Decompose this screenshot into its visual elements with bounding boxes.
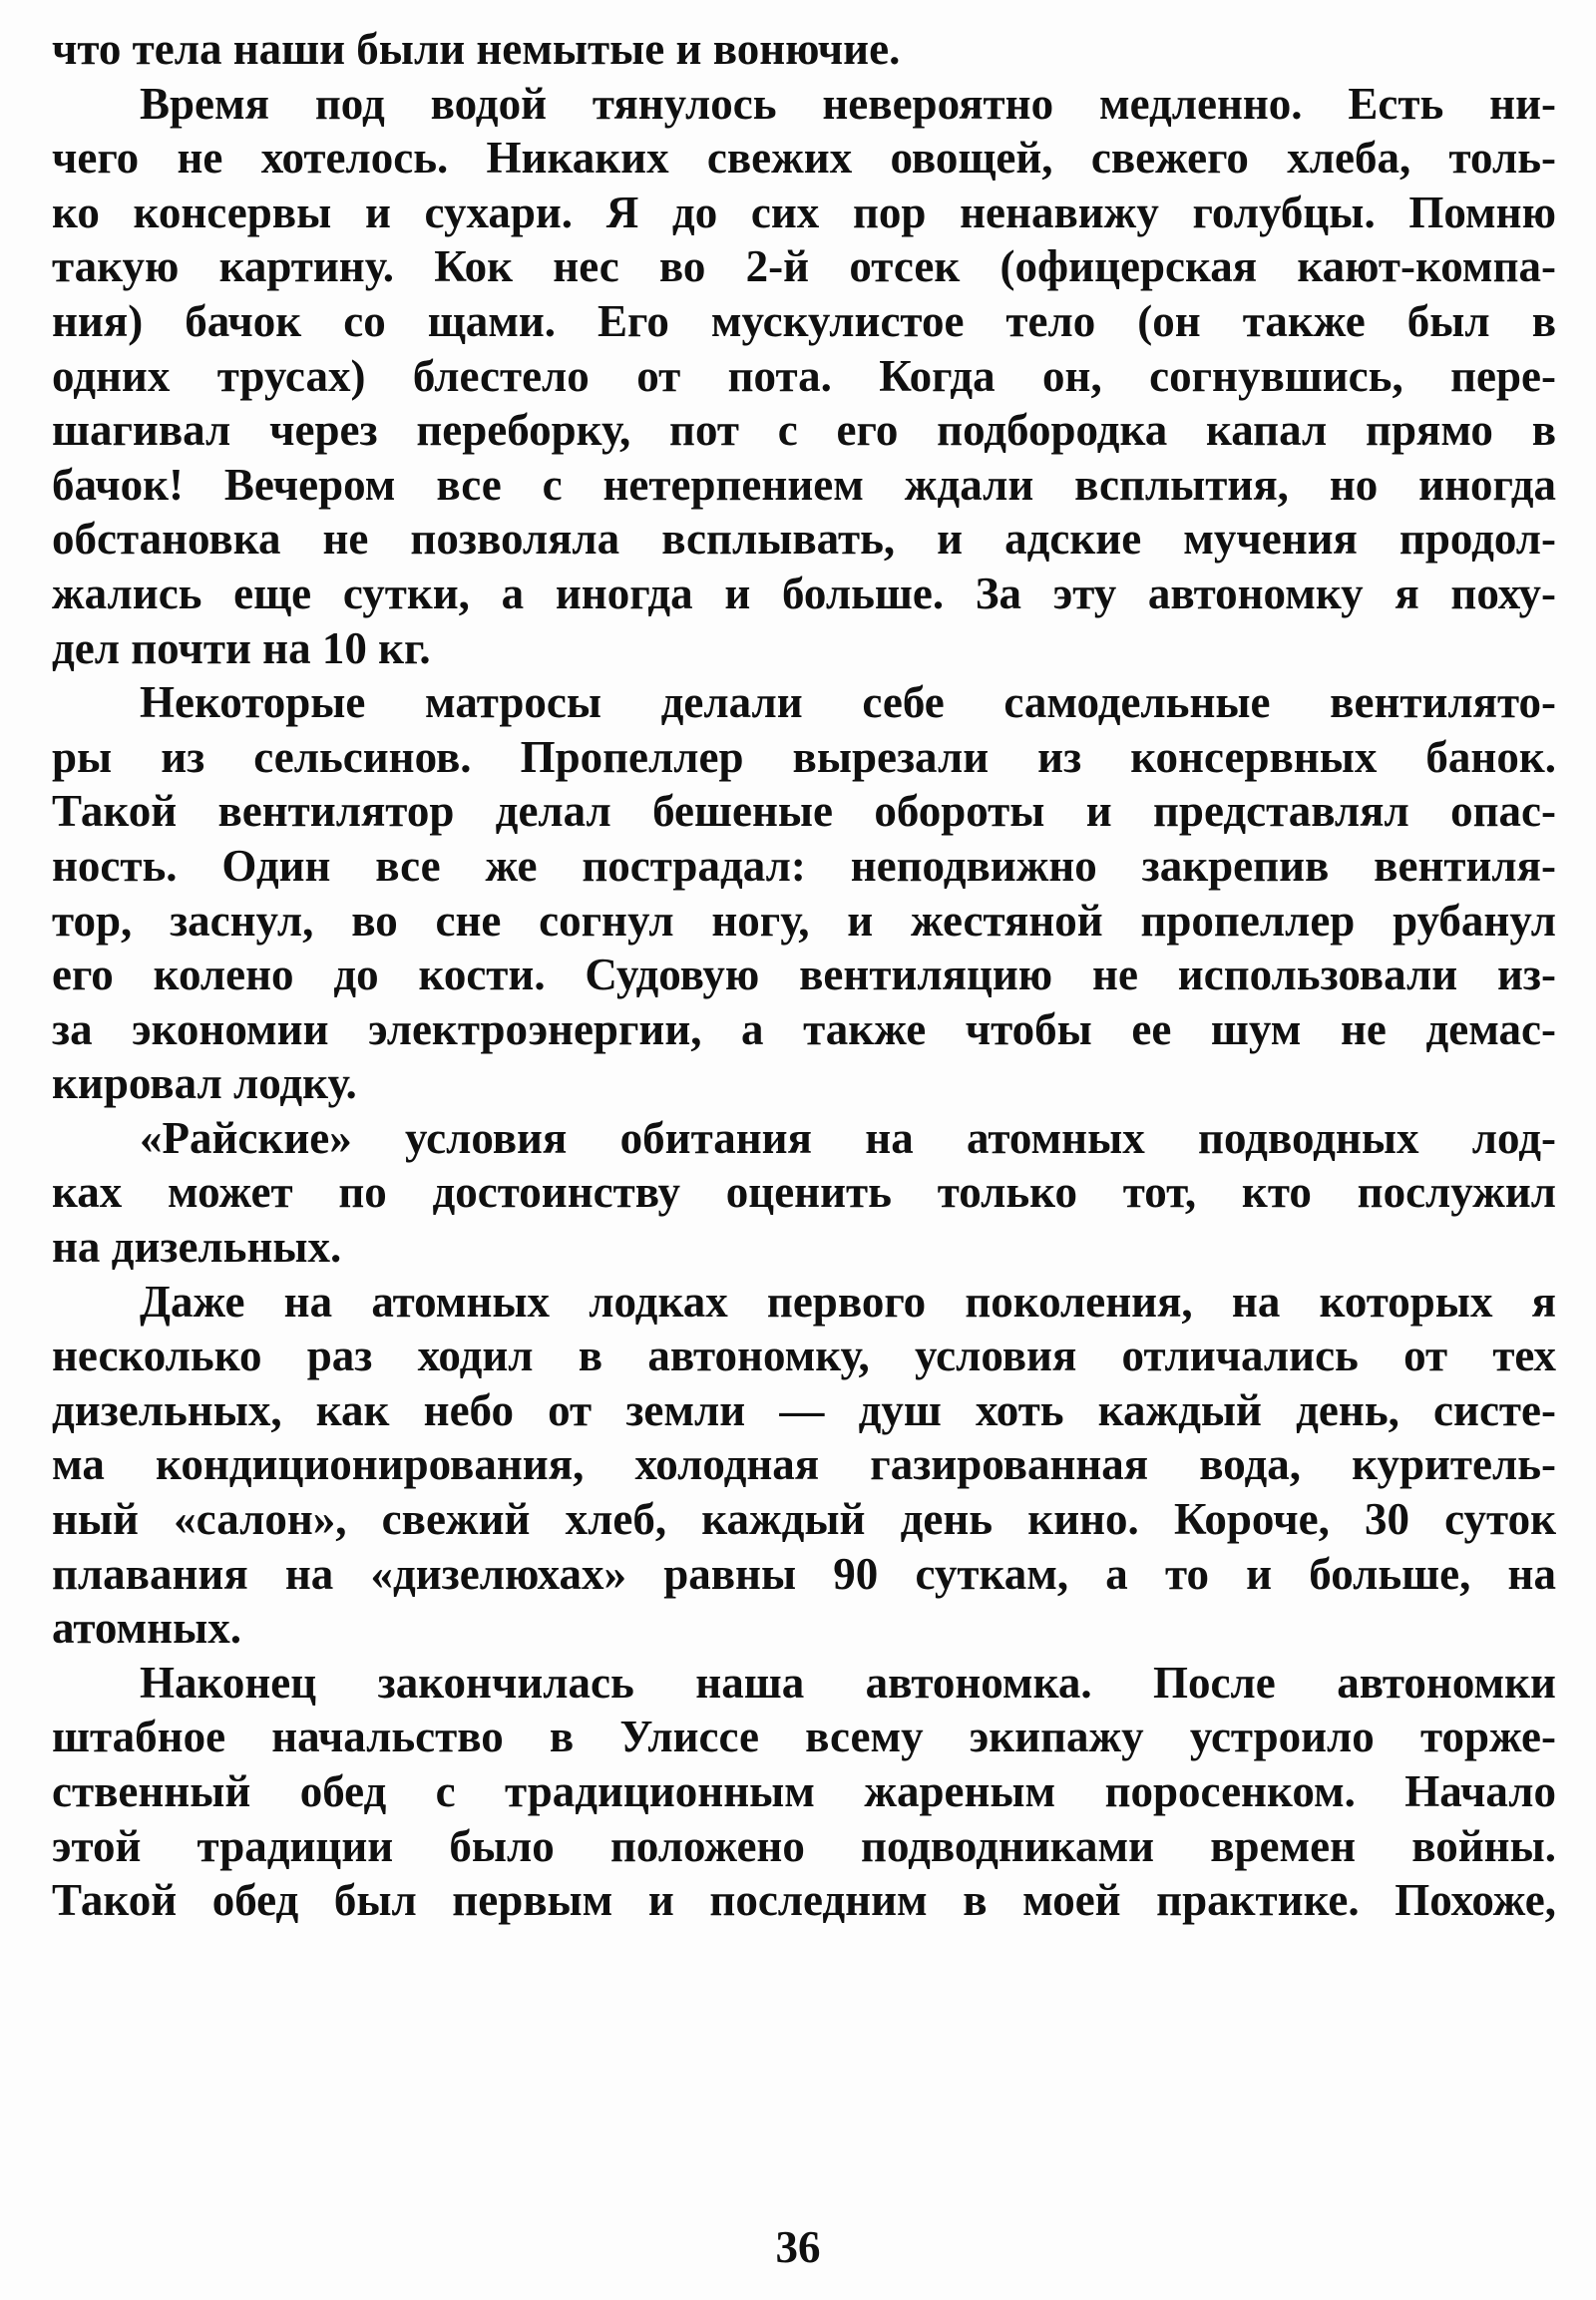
text-line: что тела наши были немытые и вонючие. <box>52 24 901 74</box>
text-line: дизельных, как небо от земли — душ хоть каждый день, систе- <box>52 1384 1556 1435</box>
text-line: ный «салон», свежий хлеб, каждый день кино. Короче, 30 суток <box>52 1494 1556 1545</box>
text-line: на дизельных. <box>52 1222 342 1273</box>
text-line: ма кондиционирования, холодная газированная вода, куритель- <box>52 1439 1556 1490</box>
text-line: жались еще сутки, а иногда и больше. За эту автономку я поху- <box>52 568 1556 618</box>
text-line: Такой обед был первым и последним в моей практике. Похоже, <box>52 1875 1556 1926</box>
page-number: 36 <box>775 2222 821 2272</box>
text-line: дел почти на 10 кг. <box>52 622 431 673</box>
text-line: такую картину. Кок нес во 2-й отсек (офицерская кают-компа- <box>52 241 1556 292</box>
text-line: за экономии электроэнергии, а также чтобы ее шум не демас- <box>52 1003 1556 1054</box>
text-line: ках может по достоинству оценить только тот, кто послужил <box>52 1167 1556 1218</box>
text-line: тор, заснул, во сне согнул ногу, и жестяной пропеллер рубанул <box>52 895 1556 946</box>
text-line: Даже на атомных лодках первого поколения, на которых я <box>140 1276 1556 1327</box>
text-line: несколько раз ходил в автономку, условия отличались от тех <box>52 1331 1556 1381</box>
text-line: ко консервы и сухари. Я до сих пор ненавижу голубцы. Помню <box>52 187 1556 237</box>
text-line: чего не хотелось. Никаких свежих овощей, свежего хлеба, толь- <box>52 133 1556 184</box>
text-line: Время под водой тянулось невероятно медленно. Есть ни- <box>140 78 1556 129</box>
text-line: плавания на «дизелюхах» равны 90 суткам, а то и больше, на <box>52 1548 1556 1599</box>
text-line: Наконец закончилась наша автономка. После автономки <box>140 1657 1556 1708</box>
text-line: шагивал через переборку, пот с его подбородка капал прямо в <box>52 405 1556 456</box>
text-line: Такой вентилятор делал бешеные обороты и представлял опас- <box>52 786 1556 837</box>
text-line: этой традиции было положено подводниками времен войны. <box>52 1820 1556 1871</box>
text-line: одних трусах) блестело от пота. Когда он, согнувшись, пере- <box>52 350 1556 401</box>
text-line: ры из сельсинов. Пропеллер вырезали из консервных банок. <box>52 731 1556 782</box>
text-line: ность. Один все же пострадал: неподвижно закрепив вентиля- <box>52 840 1556 891</box>
text-line: атомных. <box>52 1603 241 1654</box>
text-line: штабное начальство в Улиссе всему экипажу устроило торже- <box>52 1712 1556 1762</box>
body-text <box>52 22 1556 1928</box>
text-line: его колено до кости. Судовую вентиляцию не использовали из- <box>52 950 1556 1000</box>
text-line: бачок! Вечером все с нетерпением ждали всплытия, но иногда <box>52 459 1556 510</box>
text-line: обстановка не позволяла всплывать, и адские мучения продол- <box>52 514 1556 565</box>
text-line: ственный обед с традиционным жареным поросенком. Начало <box>52 1766 1556 1816</box>
text-line: Некоторые матросы делали себе самодельные вентилято- <box>140 677 1556 728</box>
text-line: «Райские» условия обитания на атомных подводных лод- <box>140 1112 1556 1163</box>
text-line: ния) бачок со щами. Его мускулистое тело (он также был в <box>52 295 1556 346</box>
text-line: кировал лодку. <box>52 1058 357 1109</box>
